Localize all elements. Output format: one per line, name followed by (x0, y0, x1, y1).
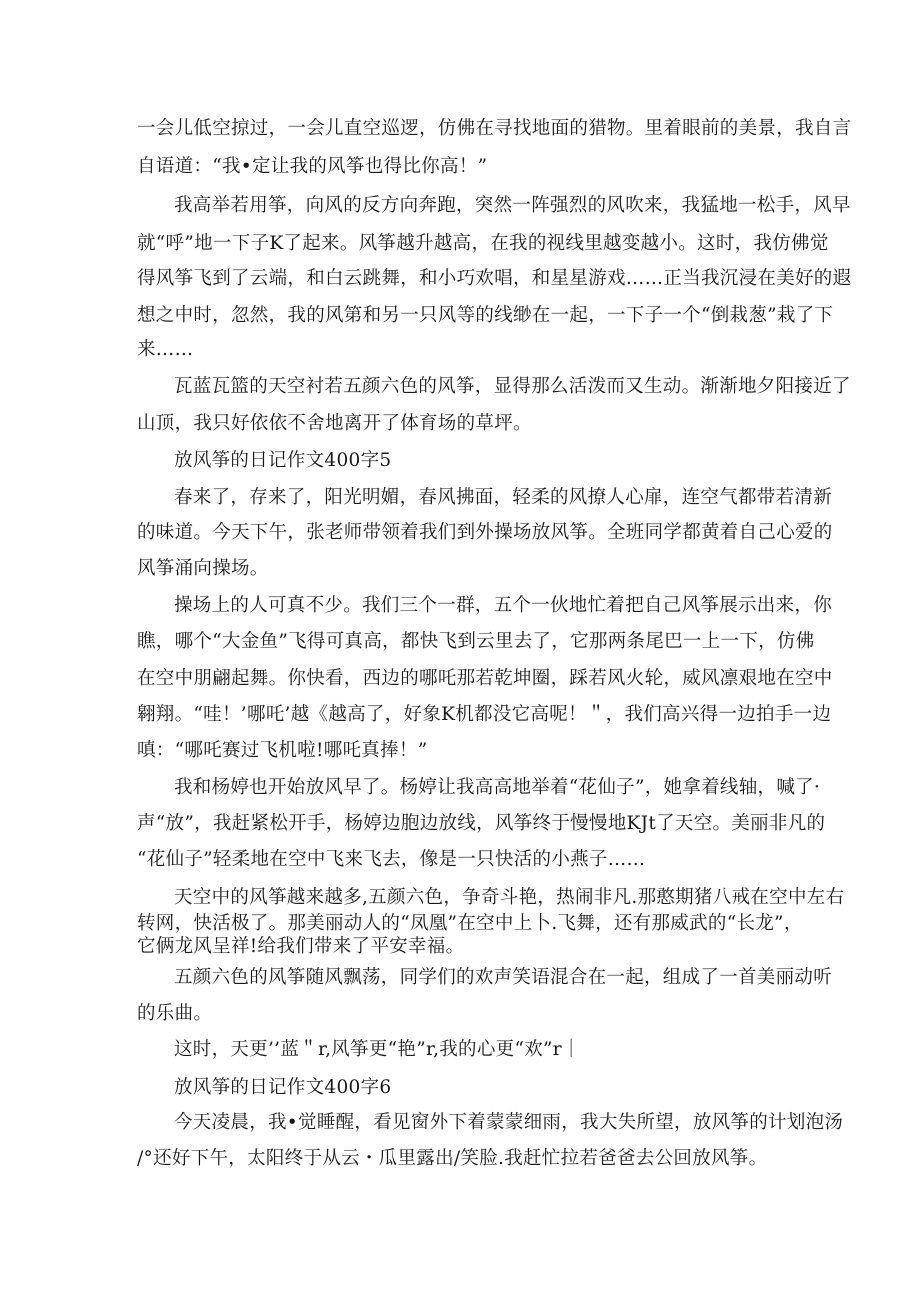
section-heading: 放风筝的日记作文400字6 (174, 1077, 392, 1098)
text-line: 瞧，哪个“大金鱼”飞得可真高，都快飞到云里去了，它那两条尾巴一上一下，仿佛 (137, 631, 815, 652)
text-line: 得风筝飞到了云端，和白云跳舞，和小巧欢唱，和星星游戏……正当我沉浸在美好的遐 (137, 268, 852, 289)
text-line: 的味道。今天下午，张老师带领着我们到外操场放风筝。全班同学都黄着自己心爱的 (137, 522, 833, 543)
text-line: 今天凌晨，我•觉睡醒，看见窗外下着蒙蒙细雨，我大失所望，放风筝的计划泡汤 (174, 1112, 844, 1133)
text-line: “花仙子”轻柔地在空中飞来飞去，像是一只快活的小燕子…… (137, 849, 646, 870)
text-line: 春来了，存来了，阳光明媚，春风拂面，轻柔的风撩人心扉，连空气都带若清新 (174, 487, 833, 508)
text-line: 瓦蓝瓦篮的天空衬若五颜六色的风筝，显得那么活泼而又生动。渐渐地夕阳接近了 (174, 376, 851, 397)
text-line: 自语道：“我•定让我的风筝也得比你高！” (137, 156, 488, 177)
text-line: 山顶，我只好依依不舍地离开了体育场的草坪。 (137, 413, 532, 434)
text-line: 我高举若用筝，向风的反方向奔跑，突然一阵强烈的风吹来，我猛地一松手，风早 (174, 195, 851, 216)
text-line: 天空中的风筝越来越多,五颜六色，争奇斗艳，热闹非凡.那憨期猪八戒在空中左右 (174, 887, 845, 908)
text-line: 我和杨婷也开始放风早了。杨婷让我高高地举着“花仙子”，她拿着线轴，喊了· (174, 777, 821, 798)
text-line: 来…… (137, 339, 194, 360)
text-line: /°还好下午，太阳终于从云・瓜里露出/笑脸.我赶忙拉若爸爸去公回放风筝。 (137, 1148, 768, 1169)
text-line: 想之中时，忽然，我的风第和另一只风等的线缈在一起，一下子一个“倒栽葱”栽了下 (137, 305, 834, 326)
text-line: 就“呼”地一下子K了起来。风筝越升越高，在我的视线里越变越小。这时，我仿佛觉 (137, 233, 829, 254)
text-line: 操场上的人可真不少。我们三个一群，五个一伙地忙着把自己风筝展示出来，你 (174, 595, 833, 616)
text-line: 五颜六色的风筝随风飘荡，同学们的欢声笑语混合在一起，组成了一首美丽动听 (174, 967, 833, 988)
text-line: 声“放”，我赶紧松开手，杨婷边胞边放线，风筝终于慢慢地KJt了天空。美丽非凡的 (137, 813, 826, 834)
text-line: 嗔：“哪吒赛过飞机啦!哪吒真捧！” (137, 740, 428, 761)
text-line: 它俩龙风呈祥!给我们带来了平安幸福。 (137, 936, 465, 957)
text-line: 在空中朋翩起舞。你快看，西边的哪吒那若乾坤圈，踩若风火轮，威风凛艰地在空中 (137, 668, 833, 689)
text-line: 翱翔。“哇！’哪吒’越《越高了，好象K机都没它高呢！＂，我们高兴得一边拍手一边 (137, 704, 832, 725)
text-line: 这时，天更’’蓝＂r,风筝更“艳”r,我的心更“欢”r｜ (174, 1039, 581, 1060)
text-line: 的乐曲。 (137, 1003, 213, 1024)
text-line: 转网，快活极了。那美丽动人的“凤凰”在空中上卜.飞舞，还有那威武的“长龙”， (137, 913, 803, 934)
text-line: 风筝涌向操场。 (137, 558, 269, 579)
section-heading: 放风筝的日记作文400字5 (174, 450, 392, 471)
text-line: 一会儿低空掠过，一会儿直空巡逻，仿佛在寻找地面的猎物。里着眼前的美景，我自言 (137, 118, 852, 139)
